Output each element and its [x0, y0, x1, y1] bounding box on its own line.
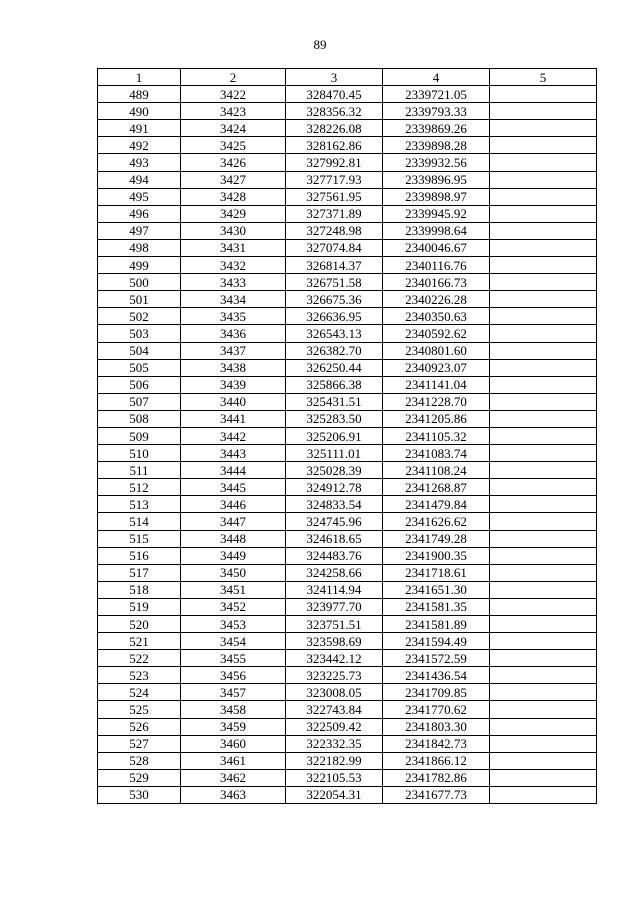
cell-note: [490, 325, 597, 342]
cell-point-number: 3461: [181, 752, 286, 769]
cell-coord-y: 2341083.74: [383, 445, 490, 462]
table-row: [98, 462, 597, 479]
cell-note: [490, 274, 597, 291]
cell-row-index: 512: [98, 479, 181, 496]
cell-note: [490, 188, 597, 205]
cell-coord-x: 323598.69: [286, 633, 383, 650]
cell-row-index: 523: [98, 667, 181, 684]
cell-row-index: 495: [98, 188, 181, 205]
cell-note: [490, 445, 597, 462]
table-row: [98, 376, 597, 393]
cell-coord-x: 322054.31: [286, 786, 383, 803]
cell-row-index: 496: [98, 205, 181, 222]
cell-coord-x: 322332.35: [286, 735, 383, 752]
cell-coord-y: 2340350.63: [383, 308, 490, 325]
cell-row-index: 527: [98, 735, 181, 752]
cell-point-number: 3462: [181, 769, 286, 786]
cell-coord-x: 325111.01: [286, 445, 383, 462]
cell-coord-y: 2339898.97: [383, 188, 490, 205]
cell-coord-x: 322182.99: [286, 752, 383, 769]
cell-point-number: 3450: [181, 564, 286, 581]
cell-row-index: 529: [98, 769, 181, 786]
table-header-row: [98, 69, 597, 86]
cell-coord-y: 2341709.85: [383, 684, 490, 701]
cell-coord-x: 326382.70: [286, 342, 383, 359]
cell-point-number: 3457: [181, 684, 286, 701]
table-row: [98, 684, 597, 701]
cell-row-index: 530: [98, 786, 181, 803]
cell-row-index: 528: [98, 752, 181, 769]
cell-note: [490, 616, 597, 633]
table-row: [98, 274, 597, 291]
cell-coord-y: 2341718.61: [383, 564, 490, 581]
cell-note: [490, 479, 597, 496]
cell-coord-x: 324114.94: [286, 581, 383, 598]
cell-row-index: 491: [98, 120, 181, 137]
cell-row-index: 516: [98, 547, 181, 564]
cell-row-index: 513: [98, 496, 181, 513]
cell-row-index: 514: [98, 513, 181, 530]
cell-note: [490, 564, 597, 581]
table-row: [98, 650, 597, 667]
table-row: [98, 393, 597, 410]
cell-coord-y: 2340166.73: [383, 274, 490, 291]
table-row: [98, 769, 597, 786]
cell-point-number: 3452: [181, 598, 286, 615]
table-row: [98, 205, 597, 222]
cell-coord-y: 2340592.62: [383, 325, 490, 342]
cell-point-number: 3428: [181, 188, 286, 205]
cell-coord-y: 2341842.73: [383, 735, 490, 752]
cell-point-number: 3442: [181, 427, 286, 444]
cell-point-number: 3441: [181, 410, 286, 427]
table-row: [98, 154, 597, 171]
cell-coord-x: 327992.81: [286, 154, 383, 171]
column-header: 5: [490, 69, 597, 86]
cell-row-index: 492: [98, 137, 181, 154]
cell-coord-x: 326675.36: [286, 291, 383, 308]
cell-point-number: 3448: [181, 530, 286, 547]
table-row: [98, 598, 597, 615]
cell-note: [490, 308, 597, 325]
cell-coord-y: 2339721.05: [383, 86, 490, 103]
table-row: [98, 120, 597, 137]
cell-note: [490, 496, 597, 513]
cell-row-index: 524: [98, 684, 181, 701]
cell-point-number: 3451: [181, 581, 286, 598]
cell-row-index: 520: [98, 616, 181, 633]
cell-coord-y: 2341900.35: [383, 547, 490, 564]
table-row: [98, 701, 597, 718]
cell-coord-y: 2339998.64: [383, 222, 490, 239]
table-body: [98, 86, 597, 804]
cell-coord-x: 323751.51: [286, 616, 383, 633]
table-row: [98, 171, 597, 188]
cell-note: [490, 769, 597, 786]
cell-coord-y: 2341594.49: [383, 633, 490, 650]
cell-row-index: 503: [98, 325, 181, 342]
cell-note: [490, 154, 597, 171]
cell-row-index: 489: [98, 86, 181, 103]
cell-point-number: 3459: [181, 718, 286, 735]
cell-note: [490, 684, 597, 701]
column-header: 1: [98, 69, 181, 86]
cell-coord-y: 2339932.56: [383, 154, 490, 171]
cell-coord-x: 328226.08: [286, 120, 383, 137]
cell-point-number: 3433: [181, 274, 286, 291]
cell-point-number: 3422: [181, 86, 286, 103]
cell-point-number: 3444: [181, 462, 286, 479]
table-row: [98, 86, 597, 103]
cell-coord-y: 2340226.28: [383, 291, 490, 308]
cell-row-index: 508: [98, 410, 181, 427]
cell-coord-x: 325028.39: [286, 462, 383, 479]
cell-point-number: 3427: [181, 171, 286, 188]
cell-row-index: 493: [98, 154, 181, 171]
cell-row-index: 526: [98, 718, 181, 735]
cell-coord-y: 2341479.84: [383, 496, 490, 513]
cell-coord-x: 323442.12: [286, 650, 383, 667]
cell-row-index: 515: [98, 530, 181, 547]
cell-point-number: 3449: [181, 547, 286, 564]
table-row: [98, 427, 597, 444]
cell-row-index: 511: [98, 462, 181, 479]
table-row: [98, 667, 597, 684]
cell-coord-y: 2341770.62: [383, 701, 490, 718]
table-row: [98, 342, 597, 359]
table-row: [98, 530, 597, 547]
cell-row-index: 494: [98, 171, 181, 188]
cell-coord-y: 2341141.04: [383, 376, 490, 393]
cell-row-index: 522: [98, 650, 181, 667]
cell-point-number: 3429: [181, 205, 286, 222]
cell-coord-y: 2341803.30: [383, 718, 490, 735]
cell-coord-y: 2341105.32: [383, 427, 490, 444]
table-row: [98, 222, 597, 239]
cell-coord-x: 323225.73: [286, 667, 383, 684]
cell-note: [490, 701, 597, 718]
cell-coord-x: 325283.50: [286, 410, 383, 427]
cell-coord-x: 327717.93: [286, 171, 383, 188]
page-number: 89: [313, 37, 327, 52]
cell-coord-x: 324912.78: [286, 479, 383, 496]
column-header: 3: [286, 69, 383, 86]
table-row: [98, 188, 597, 205]
cell-row-index: 498: [98, 239, 181, 256]
cell-point-number: 3424: [181, 120, 286, 137]
cell-point-number: 3456: [181, 667, 286, 684]
cell-note: [490, 291, 597, 308]
cell-note: [490, 513, 597, 530]
cell-coord-y: 2339869.26: [383, 120, 490, 137]
cell-coord-x: 324745.96: [286, 513, 383, 530]
cell-note: [490, 410, 597, 427]
cell-coord-x: 324258.66: [286, 564, 383, 581]
cell-row-index: 519: [98, 598, 181, 615]
cell-coord-x: 323008.05: [286, 684, 383, 701]
cell-coord-y: 2341749.28: [383, 530, 490, 547]
cell-row-index: 517: [98, 564, 181, 581]
cell-note: [490, 427, 597, 444]
cell-coord-x: 324483.76: [286, 547, 383, 564]
cell-row-index: 499: [98, 257, 181, 274]
cell-note: [490, 103, 597, 120]
cell-row-index: 506: [98, 376, 181, 393]
cell-coord-x: 327561.95: [286, 188, 383, 205]
cell-point-number: 3436: [181, 325, 286, 342]
cell-row-index: 504: [98, 342, 181, 359]
cell-coord-x: 323977.70: [286, 598, 383, 615]
table-row: [98, 359, 597, 376]
cell-coord-y: 2340801.60: [383, 342, 490, 359]
cell-note: [490, 137, 597, 154]
cell-coord-y: 2339945.92: [383, 205, 490, 222]
table-row: [98, 581, 597, 598]
cell-point-number: 3453: [181, 616, 286, 633]
table-row: [98, 445, 597, 462]
cell-coord-x: 325206.91: [286, 427, 383, 444]
cell-note: [490, 752, 597, 769]
cell-row-index: 502: [98, 308, 181, 325]
cell-note: [490, 239, 597, 256]
cell-coord-x: 322105.53: [286, 769, 383, 786]
cell-coord-y: 2341268.87: [383, 479, 490, 496]
cell-note: [490, 547, 597, 564]
cell-point-number: 3458: [181, 701, 286, 718]
table-row: [98, 103, 597, 120]
table-row: [98, 496, 597, 513]
cell-row-index: 497: [98, 222, 181, 239]
cell-point-number: 3438: [181, 359, 286, 376]
cell-row-index: 525: [98, 701, 181, 718]
cell-coord-y: 2341651.30: [383, 581, 490, 598]
cell-row-index: 490: [98, 103, 181, 120]
cell-coord-y: 2341782.86: [383, 769, 490, 786]
table-row: [98, 752, 597, 769]
table-row: [98, 616, 597, 633]
table-row: [98, 513, 597, 530]
cell-point-number: 3454: [181, 633, 286, 650]
cell-note: [490, 530, 597, 547]
table-row: [98, 547, 597, 564]
column-header: 4: [383, 69, 490, 86]
cell-coord-x: 327074.84: [286, 239, 383, 256]
cell-coord-y: 2339793.33: [383, 103, 490, 120]
cell-point-number: 3432: [181, 257, 286, 274]
cell-note: [490, 581, 597, 598]
cell-coord-x: 324833.54: [286, 496, 383, 513]
cell-row-index: 500: [98, 274, 181, 291]
cell-coord-y: 2341581.89: [383, 616, 490, 633]
table-row: [98, 410, 597, 427]
table-row: [98, 137, 597, 154]
cell-coord-y: 2339898.28: [383, 137, 490, 154]
cell-note: [490, 205, 597, 222]
table-row: [98, 718, 597, 735]
cell-note: [490, 222, 597, 239]
table-row: [98, 564, 597, 581]
table-row: [98, 308, 597, 325]
cell-row-index: 518: [98, 581, 181, 598]
cell-note: [490, 462, 597, 479]
cell-coord-y: 2340116.76: [383, 257, 490, 274]
cell-coord-x: 328162.86: [286, 137, 383, 154]
cell-note: [490, 376, 597, 393]
cell-row-index: 521: [98, 633, 181, 650]
cell-note: [490, 257, 597, 274]
cell-coord-x: 325431.51: [286, 393, 383, 410]
cell-coord-x: 326636.95: [286, 308, 383, 325]
cell-coord-y: 2341677.73: [383, 786, 490, 803]
cell-point-number: 3431: [181, 239, 286, 256]
coordinates-table: [97, 68, 597, 804]
cell-point-number: 3437: [181, 342, 286, 359]
cell-coord-x: 326814.37: [286, 257, 383, 274]
cell-note: [490, 633, 597, 650]
cell-row-index: 505: [98, 359, 181, 376]
cell-coord-y: 2341572.59: [383, 650, 490, 667]
cell-point-number: 3447: [181, 513, 286, 530]
cell-coord-x: 327248.98: [286, 222, 383, 239]
table-row: [98, 735, 597, 752]
cell-coord-x: 326751.58: [286, 274, 383, 291]
cell-row-index: 507: [98, 393, 181, 410]
cell-point-number: 3460: [181, 735, 286, 752]
table-row: [98, 325, 597, 342]
cell-note: [490, 120, 597, 137]
cell-coord-x: 324618.65: [286, 530, 383, 547]
table-row: [98, 291, 597, 308]
cell-coord-x: 326250.44: [286, 359, 383, 376]
cell-row-index: 510: [98, 445, 181, 462]
cell-coord-y: 2341108.24: [383, 462, 490, 479]
cell-coord-x: 322509.42: [286, 718, 383, 735]
cell-note: [490, 342, 597, 359]
cell-note: [490, 650, 597, 667]
cell-note: [490, 171, 597, 188]
cell-point-number: 3426: [181, 154, 286, 171]
cell-note: [490, 786, 597, 803]
cell-note: [490, 393, 597, 410]
cell-coord-y: 2339896.95: [383, 171, 490, 188]
cell-note: [490, 667, 597, 684]
cell-coord-x: 325866.38: [286, 376, 383, 393]
cell-note: [490, 718, 597, 735]
cell-coord-y: 2340923.07: [383, 359, 490, 376]
cell-point-number: 3446: [181, 496, 286, 513]
cell-point-number: 3423: [181, 103, 286, 120]
column-header: 2: [181, 69, 286, 86]
cell-coord-y: 2341581.35: [383, 598, 490, 615]
table-row: [98, 479, 597, 496]
cell-point-number: 3445: [181, 479, 286, 496]
cell-point-number: 3434: [181, 291, 286, 308]
cell-point-number: 3439: [181, 376, 286, 393]
cell-point-number: 3430: [181, 222, 286, 239]
cell-row-index: 501: [98, 291, 181, 308]
cell-note: [490, 735, 597, 752]
cell-note: [490, 598, 597, 615]
cell-coord-y: 2340046.67: [383, 239, 490, 256]
cell-row-index: 509: [98, 427, 181, 444]
cell-note: [490, 86, 597, 103]
cell-coord-y: 2341436.54: [383, 667, 490, 684]
cell-point-number: 3463: [181, 786, 286, 803]
cell-coord-x: 328356.32: [286, 103, 383, 120]
cell-coord-x: 322743.84: [286, 701, 383, 718]
cell-point-number: 3443: [181, 445, 286, 462]
table-row: [98, 786, 597, 803]
cell-coord-y: 2341626.62: [383, 513, 490, 530]
cell-coord-x: 326543.13: [286, 325, 383, 342]
table-row: [98, 633, 597, 650]
cell-coord-y: 2341228.70: [383, 393, 490, 410]
cell-note: [490, 359, 597, 376]
cell-point-number: 3440: [181, 393, 286, 410]
cell-point-number: 3435: [181, 308, 286, 325]
cell-coord-x: 327371.89: [286, 205, 383, 222]
cell-coord-x: 328470.45: [286, 86, 383, 103]
cell-coord-y: 2341205.86: [383, 410, 490, 427]
cell-point-number: 3455: [181, 650, 286, 667]
cell-coord-y: 2341866.12: [383, 752, 490, 769]
cell-point-number: 3425: [181, 137, 286, 154]
table-row: [98, 257, 597, 274]
table-row: [98, 239, 597, 256]
